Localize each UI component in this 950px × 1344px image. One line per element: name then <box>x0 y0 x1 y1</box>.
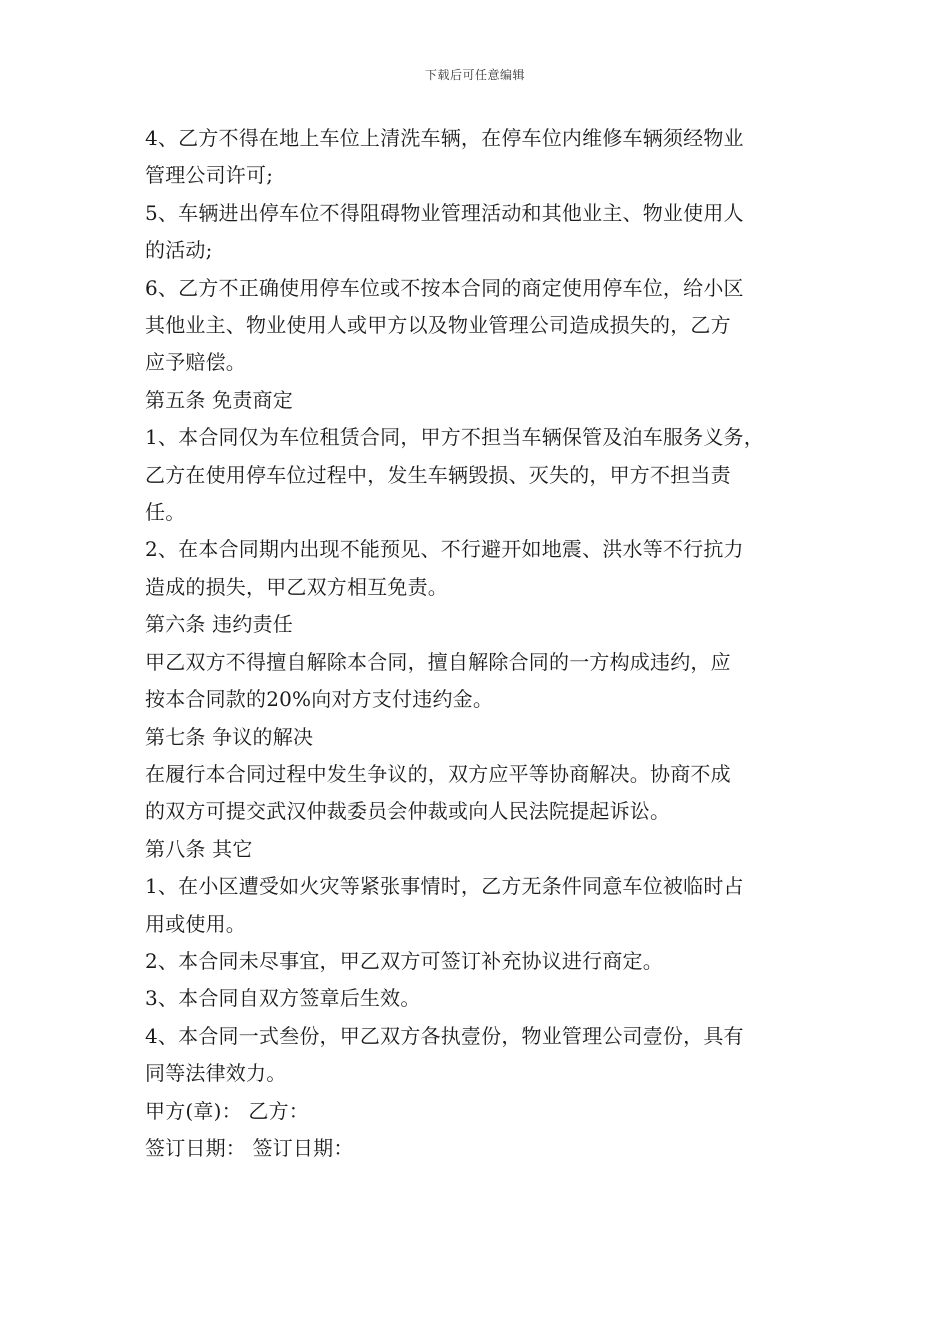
clause-4-2: 管理公司许可; <box>145 163 274 188</box>
sec6-text-1: 甲乙双方不得擅自解除本合同，擅自解除合同的一方构成违约，应 <box>145 649 731 674</box>
clause-4-1: 4、乙方不得在地上车位上清洗车辆，在停车位内维修车辆须经物业 <box>145 126 744 150</box>
clause-6-3: 应予赔偿。 <box>145 350 246 375</box>
sec5-clause-1-1: 1、本合同仅为车位租赁合同，甲方不担当车辆保管及泊车服务义务， <box>145 425 764 450</box>
sec8-clause-4-2: 同等法律效力。 <box>145 1061 287 1086</box>
page-header: 下载后可任意编辑 <box>424 68 525 82</box>
sec7-text-1: 在履行本合同过程中发生争议的，双方应平等协商解决。协商不成 <box>145 761 731 786</box>
sec6-text-2: 按本合同款的20%向对方支付违约金。 <box>145 687 494 712</box>
sec8-clause-4-1: 4、本合同一式叁份，甲乙双方各执壹份，物业管理公司壹份，具有 <box>145 1023 744 1048</box>
sec7-text-2: 的双方可提交武汉仲裁委员会仲裁或向人民法院提起诉讼。 <box>145 799 671 824</box>
sec5-clause-2-1: 2、在本合同期内出现不能预见、不行避开如地震、洪水等不行抗力 <box>145 537 744 562</box>
sec8-clause-3: 3、本合同自双方签章后生效。 <box>145 986 421 1011</box>
signature-parties: 甲方(章)： 乙方： <box>145 1098 309 1123</box>
sec5-clause-2-2: 造成的损失，甲乙双方相互免责。 <box>145 574 448 599</box>
sec8-clause-1-1: 1、在小区遭受如火灾等紧张事情时，乙方无条件同意车位被临时占 <box>145 874 744 899</box>
section-heading-7: 第七条 争议的解决 <box>145 724 314 749</box>
section-heading-8: 第八条 其它 <box>145 836 253 861</box>
section-heading-6: 第六条 违约责任 <box>145 612 293 637</box>
sec8-clause-1-2: 用或使用。 <box>145 911 246 936</box>
clause-6-2: 其他业主、物业使用人或甲方以及物业管理公司造成损失的，乙方 <box>145 313 731 338</box>
sec5-clause-1-3: 任。 <box>145 500 186 525</box>
signature-dates: 签订日期： 签订日期： <box>145 1135 354 1160</box>
clause-6-1: 6、乙方不正确使用停车位或不按本合同的商定使用停车位，给小区 <box>145 275 744 300</box>
clause-5-1: 5、车辆进出停车位不得阻碍物业管理活动和其他业主、物业使用人 <box>145 200 744 225</box>
sec8-clause-2: 2、本合同未尽事宜，甲乙双方可签订补充协议进行商定。 <box>145 948 663 973</box>
section-heading-5: 第五条 免责商定 <box>145 387 293 412</box>
sec5-clause-1-2: 乙方在使用停车位过程中，发生车辆毁损、灭失的，甲方不担当责 <box>145 462 731 487</box>
clause-5-2: 的活动; <box>145 238 213 263</box>
document-body <box>145 120 817 1167</box>
